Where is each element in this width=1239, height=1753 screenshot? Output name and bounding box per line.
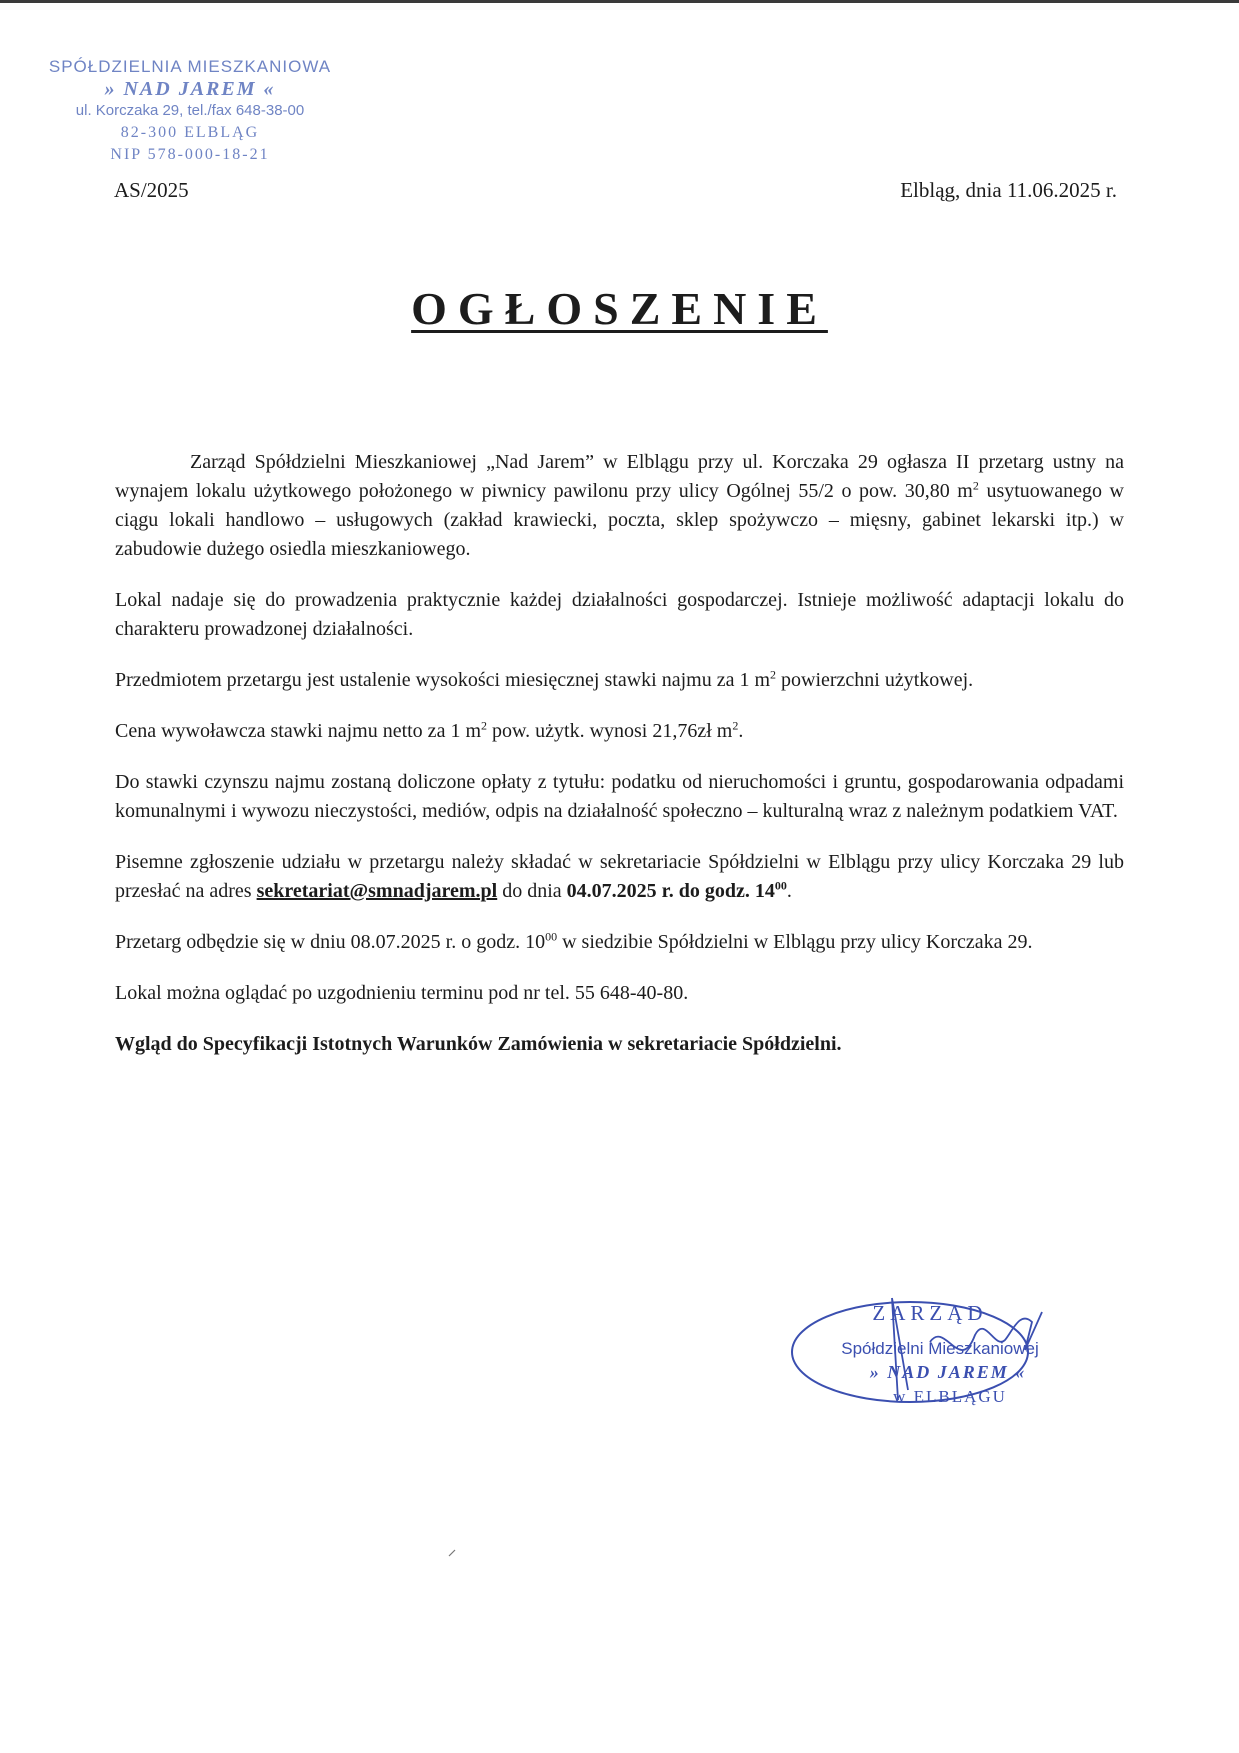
p3-text-a: Przedmiotem przetargu jest ustalenie wysokości miesięcznej stawki najmu za 1 m	[115, 669, 770, 691]
stamp-line-city: 82-300 ELBLĄG	[120, 124, 260, 141]
p4-text-c: .	[738, 720, 744, 742]
p7-text-b: w siedzibie Spółdzielni w Elblągu przy ulicy Korczaka 29.	[557, 931, 1033, 953]
paragraph-2: Lokal nadaje się do prowadzenia praktycznie każdej działalności gospodarczej. Istnieje możliwość adaptacji lokalu do charakteru prowadzonej działalności.	[115, 589, 1124, 640]
deadline-date: 04.07.2025 r. do godz. 14	[566, 880, 775, 902]
stamp-line-nip: NIP 578-000-18-21	[110, 146, 270, 163]
title-text: OGŁOSZENIE	[411, 283, 828, 334]
p1-superscript: 2	[972, 478, 979, 493]
stamp-line-location: w ELBLĄGU	[893, 1387, 1007, 1406]
email-link[interactable]: sekretariat@smnadjarem.pl	[256, 880, 498, 902]
deadline-text	[567, 880, 787, 902]
p1-text-b: usytuowanego w ciągu lokali handlowo – usługowych (zakład krawiecki, poczta, sklep spożywczo – mięsny, gabinet lekarski itp.) w zabudowie dużego osiedla mieszkaniowego.	[115, 480, 1124, 560]
document-date: Elbląg, dnia 11.06.2025 r.	[900, 178, 1117, 202]
reference-number: AS/2025	[114, 178, 189, 202]
paragraph-6	[115, 848, 1124, 906]
p4-text-b: pow. użytk. wynosi 21,76zł m	[487, 720, 733, 742]
deadline-superscript: 00	[774, 878, 787, 893]
paragraph-9	[115, 1030, 1124, 1059]
announcement-body	[115, 448, 1124, 1081]
p7-superscript: 00	[545, 929, 558, 944]
cooperative-header-stamp	[30, 56, 350, 166]
paragraph-1	[115, 448, 1124, 564]
stamp-line-name: SPÓŁDZIELNIA MIESZKANIOWA	[48, 57, 332, 76]
p6-text-a: Pisemne zgłoszenie udziału w przetargu należy składać w sekretariacie Spółdzielni w Elblągu przy ulicy Korczaka 29 lub przesłać na adres	[115, 851, 1124, 902]
scan-mark-stroke	[449, 1550, 455, 1556]
p6-text-c: .	[786, 880, 792, 902]
document-title	[0, 282, 1239, 335]
board-signature-stamp	[780, 1290, 1100, 1420]
scan-top-edge	[0, 0, 1239, 3]
stamp-line-cooperative: Spółdzielni Mieszkaniowej	[841, 1339, 1039, 1358]
p6-text-b: do dnia	[497, 880, 567, 902]
p4-text-a: Cena wywoławcza stawki najmu netto za 1 m	[115, 720, 481, 742]
paragraph-8: Lokal można oglądać po uzgodnieniu terminu pod nr tel. 55 648-40-80.	[115, 982, 689, 1004]
stamp-line-address: ul. Korczaka 29, tel./fax 648-38-00	[75, 102, 305, 119]
scan-mark	[447, 1548, 457, 1558]
stamp-line-board: ZARZĄD	[872, 1301, 988, 1325]
paragraph-7	[115, 928, 1124, 957]
p4-superscript-2: 2	[732, 718, 739, 733]
p4-superscript-1: 2	[481, 718, 487, 733]
p7-text-a: Przetarg odbędzie się w dniu 08.07.2025 r. o godz. 10	[115, 931, 546, 953]
paragraph-5: Do stawki czynszu najmu zostaną doliczone opłaty z tytułu: podatku od nieruchomości i gruntu, gospodarowania odpadami komunalnymi i wywozu nieczystości, mediów, odpis na działalność społeczno – kulturalną wraz z należnym podatkiem VAT.	[115, 771, 1124, 822]
paragraph-4	[115, 717, 1124, 746]
p3-superscript: 2	[770, 667, 776, 682]
stamp-line-brand-name: » NAD JAREM «	[869, 1362, 1027, 1382]
stamp-line-brand: » NAD JAREM «	[104, 78, 276, 100]
p3-text-b: powierzchni użytkowej.	[776, 669, 974, 691]
p9-bold-text: Wgląd do Specyfikacji Istotnych Warunków Zamówienia w sekretariacie Spółdzielni.	[115, 1033, 842, 1055]
p1-text-a: Zarząd Spółdzielni Mieszkaniowej „Nad Jarem” w Elblągu przy ul. Korczaka 29 ogłasza II przetarg ustny na wynajem lokalu użytkowego położonego w piwnicy pawilonu przy ulicy Ogólnej 55/2 o pow. 30,80 m	[115, 451, 1124, 502]
paragraph-3	[115, 666, 1124, 695]
